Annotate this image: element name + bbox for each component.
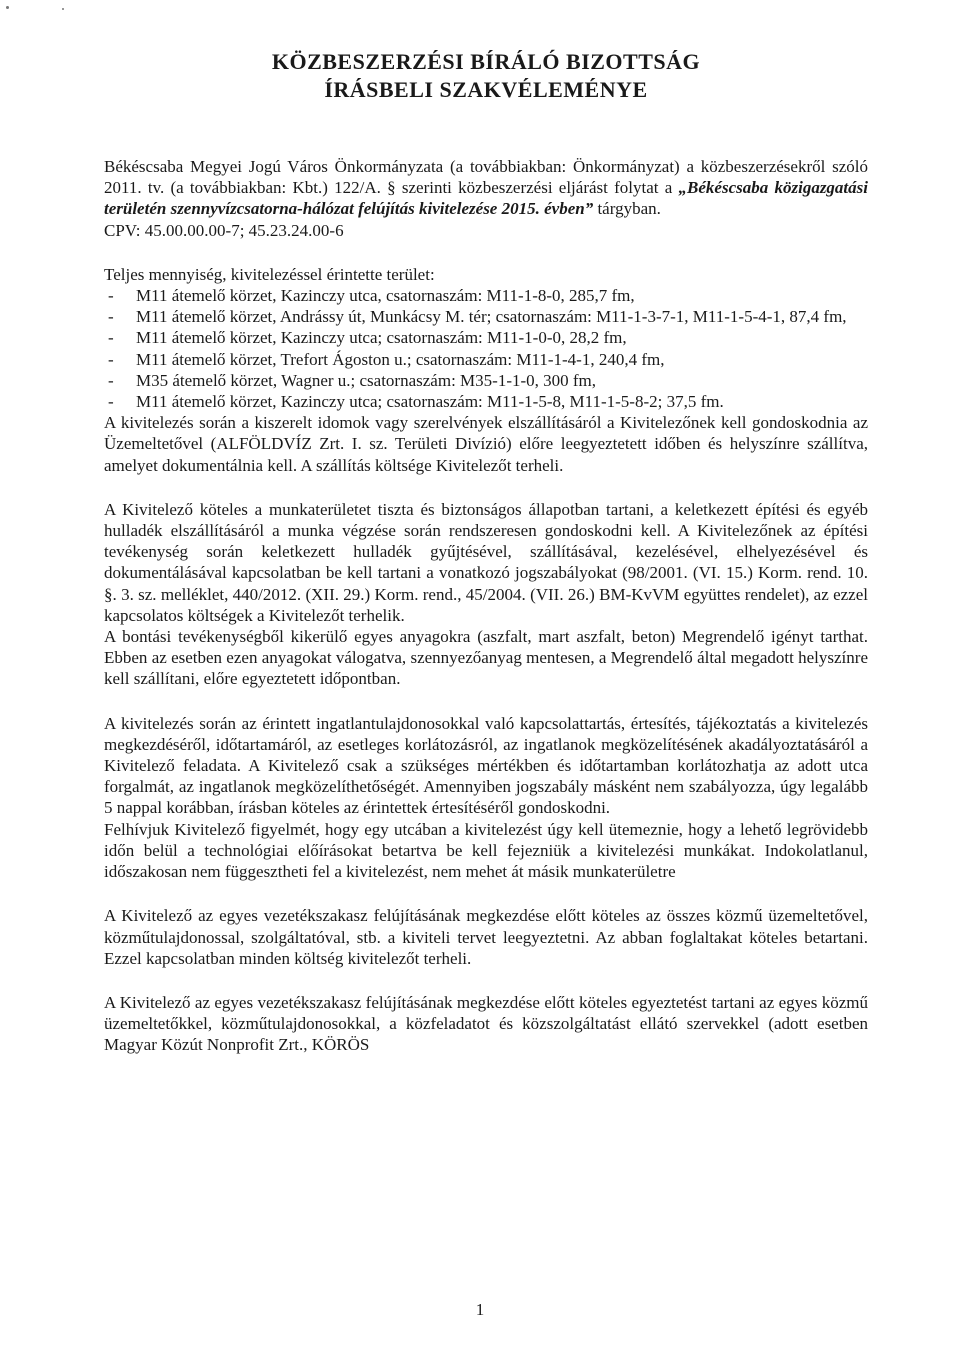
paragraph-scheduling: Felhívjuk Kivitelező figyelmét, hogy egy utcában a kivitelezést úgy kell ütemeznie, hogy a lehető legrövidebb időn belül a technológiai előírásokat betartva be kell fejezniük a kivitelezési munkákat. Indokolatlanul, időszakosan nem függesztheti fel a kivitelezést, nem mehet át másik munkaterületre (104, 819, 868, 882)
scope-list (104, 285, 868, 412)
intro-text-after: tárgyban. (593, 199, 661, 219)
paragraph-utilities: A Kivitelező az egyes vezetékszakasz felújításának megkezdése előtt köteles az összes közmű üzemeltetővel, közműtulajdonossal, szolgáltatóval, stb. a kiviteli tervet leegyeztetni. Az abban foglaltakat köteles betartani. Ezzel kapcsolatban minden költség kivitelezőt terheli. (104, 906, 868, 968)
dash-bullet: - (108, 286, 114, 306)
list-item: - M11 átemelő körzet, Trefort Ágoston u.; csatornaszám: M11-1-4-1, 240,4 fm, (108, 349, 665, 369)
page-number: 1 (475, 1300, 485, 1319)
list-item: - M11 átemelő körzet, Kazinczy utca; csatornaszám: M11-1-5-8, M11-1-5-8-2; 37,5 fm. (108, 392, 724, 412)
dash-bullet: - (108, 328, 114, 348)
document-title (104, 48, 868, 104)
paragraph-waste: A Kivitelező köteles a munkaterületet tiszta és biztonságos állapotban tartani, a keletkezett építési és egyéb hulladék elszállításáról a munka végzése során rendszeresen gondoskodni kell. A Kivitelezőnek az építési tevékenység során keletkezett hulladék gyűjtésével, szállításával, kezelésével, elhelyezésével és dokumentálásával kapcsolatban be kell tartani a vonatkozó jogszabályokat (98/2001. (VI. 15.) Korm. rend. 10. §. 3. sz. melléklet, 440/2012. (XII. 29.) Korm. rend., 45/2004. (VII. 26.) BM-KvVM együttes rendelet), az ezzel kapcsolatos költségek a Kivitelezőt terhelik. (104, 499, 868, 625)
paragraph-coordination: A Kivitelező az egyes vezetékszakasz felújításának megkezdése előtt köteles egyeztetést tartani az egyes közmű üzemeltetőkkel, közműtulajdonosokkal, a közfeladatot és közszolgáltatást ellátó szervekkel (adott esetben Magyar Közút Nonprofit Zrt., KÖRÖS (104, 992, 868, 1055)
paragraph-owners: A kivitelezés során az érintett ingatlantulajdonosokkal való kapcsolattartás, értesítés, tájékoztatás a kivitelezés megkezdéséről, időtartamáról, az esetleges korlátozásról, az ingatlanok megközelítésének akadályoztatásáról a Kivitelező feladata. A Kivitelező csak a szükséges mértékben és időtartamban korlátozhatja az adott utca forgalmát, az ingatlanok megközelíthetőségét. Amennyiben jogszabály másként nem szabályozza, úgy legalább 5 nappal korábban, írásban köteles az érintettek értesítéséről gondoskodni. (104, 713, 868, 818)
intro-text-before: Békéscsaba Megyei Jogú Város Önkormányzata (a továbbiakban: Önkormányzat) a közbeszerzésekről szóló 2011. tv. (a továbbiakban: Kbt.) 122/A. § szerinti közbeszerzési eljárást folytat a (104, 157, 868, 198)
list-item: - M11 átemelő körzet, Kazinczy utca, csatornaszám: M11-1-8-0, 285,7 fm, (108, 286, 635, 306)
scan-artifact-dot (62, 8, 64, 10)
dash-bullet: - (108, 307, 114, 327)
list-item: - M11 átemelő körzet, Andrássy út, Munkácsy M. tér; csatornaszám: M11-1-3-7-1, M11-1-5-4-1, 87,4 fm, (108, 307, 847, 327)
scope-heading: Teljes mennyiség, kivitelezéssel érintette terület: (104, 264, 435, 284)
dash-bullet: - (108, 370, 114, 390)
dash-bullet: - (108, 349, 114, 369)
title-line-2: ÍRÁSBELI SZAKVÉLEMÉNYE (324, 77, 648, 102)
scan-artifact-dot (6, 6, 9, 9)
paragraph-demolition: A bontási tevékenységből kikerülő egyes anyagokra (aszfalt, mart aszfalt, beton) Megrendelő igényt tarthat. Ebben az esetben ezen anyagokat válogatva, szennyezőanyag mentesen, a Megrendelő által megadott helyszínre kell szállítani, előre egyeztetett időpontban. (104, 627, 868, 689)
list-item: - M11 átemelő körzet, Kazinczy utca; csatornaszám: M11-1-0-0, 28,2 fm, (108, 328, 627, 348)
cpv-codes: CPV: 45.00.00.00-7; 45.23.24.00-6 (104, 220, 344, 240)
paragraph-delivery: A kivitelezés során a kiszerelt idomok vagy szerelvények elszállításáról a Kivitelezőnek kell gondoskodnia az Üzemeltetővel (ALFÖLDVÍZ Zrt. I. sz. Területi Divízió) előre leegyeztetett időben és helyszínre szállítva, amelyet dokumentálnia kell. A szállítás költsége Kivitelezőt terheli. (104, 413, 868, 475)
dash-bullet: - (108, 392, 114, 412)
intro-paragraph (104, 156, 868, 220)
project-title: „Békéscsaba közigazgatási területén szennyvízcsatorna-hálózat felújítás kivitelezése 2015. évben” (104, 178, 868, 219)
title-line-1: KÖZBESZERZÉSI BÍRÁLÓ BIZOTTSÁG (271, 49, 701, 74)
list-item: - M35 átemelő körzet, Wagner u.; csatornaszám: M35-1-1-0, 300 fm, (108, 370, 597, 390)
